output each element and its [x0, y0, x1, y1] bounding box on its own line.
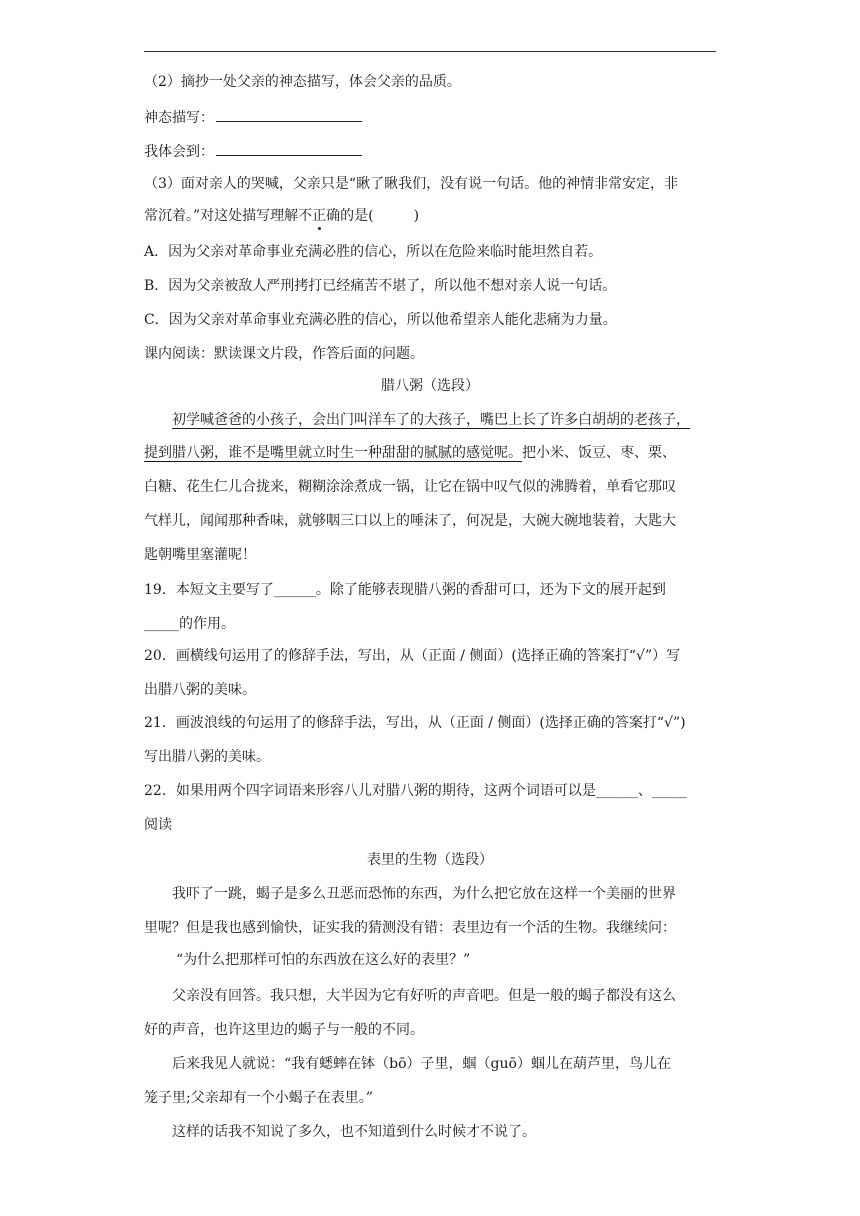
reading1-line-4: 气样儿，闻闻那种香味，就够咽三口以上的唾沫了，何况是，大碗大碗地装着，大匙大 — [144, 513, 676, 529]
reading2-title: 表里的生物（选段） — [367, 852, 493, 868]
q21-line-1: 21．画波浪线的句运用了的修辞手法，写出，从（正面 / 侧面）(选择正确的答案打“√”) — [144, 715, 686, 731]
q2-answer-line-1 — [144, 107, 362, 128]
reading1-line-3: 白糖、花生仁儿合拢来，糊糊涂涂煮成一锅，让它在锅中叹气似的沸腾着，单看它那叹 — [144, 479, 676, 495]
reading2-line-7: 笼子里;父亲却有一个小蝎子在表里。” — [144, 1090, 373, 1106]
q20-line-1: 20．画横线句运用了的修辞手法，写出，从（正面 / 侧面）(选择正确的答案打“√”）写 — [144, 648, 681, 664]
q19-line-2: _____的作用。 — [144, 616, 235, 632]
q22-line-1: 22．如果用两个四字词语来形容八儿对腊八粥的期待，这两个词语可以是______、_____ — [144, 783, 687, 799]
reading2-line-8: 这样的话我不知说了多久，也不知道到什么时候才不说了。 — [172, 1124, 536, 1140]
reading2-line-6: 后来我见人就说：“我有蟋蟀在钵（bō）子里，蝈（guō）蝈儿在葫芦里，鸟儿在 — [172, 1056, 671, 1072]
reading2-line-5: 好的声音，也许这里边的蝎子与一般的不同。 — [144, 1022, 424, 1038]
reading2-line-3: “为什么把那样可怕的东西放在这么好的表里？” — [176, 952, 471, 968]
reading2-line-2: 里呢？但是我也感到愉快，证实我的猜测没有错：表里边有一个活的生物。我继续问： — [144, 920, 676, 936]
q3-stem-line-1: （3）面对亲人的哭喊，父亲只是“瞅了瞅我们，没有说一句话。他的神情非常安定，非 — [144, 176, 679, 192]
reading2-line-4: 父亲没有回答。我只想，大半因为它有好听的声音吧。但是一般的蝎子都没有这么 — [172, 988, 676, 1004]
header-rule — [144, 51, 716, 52]
q3-option-a: A．因为父亲对革命事业充满必胜的信心，所以在危险来临时能坦然自若。 — [144, 244, 603, 260]
reading1-line-5: 匙朝嘴里塞灌呢！ — [144, 547, 256, 563]
q2-label-1: 神态描写： — [144, 110, 214, 126]
q3-option-b: B．因为父亲被敌人严刑拷打已经痛苦不堪了，所以他不想对亲人说一句话。 — [144, 278, 617, 294]
q2-prompt: （2）摘抄一处父亲的神态描写，体会父亲的品质。 — [144, 74, 461, 90]
dotted-emphasis: 不正确 — [298, 208, 341, 224]
answer-blank[interactable] — [216, 141, 362, 156]
q2-label-2: 我体会到： — [144, 144, 214, 160]
q22-line-2: 阅读 — [144, 817, 172, 833]
q19-line-1: 19．本短文主要写了______。除了能够表现腊八粥的香甜可口，还为下文的展开起到 — [144, 582, 666, 598]
reading1-line-2: 提到腊八粥，谁不是嘴里就立时生一种甜甜的腻腻的感觉呢。把小米、饭豆、枣、栗、 — [144, 445, 676, 461]
reading1-intro: 课内阅读：默读课文片段，作答后面的问题。 — [144, 346, 424, 362]
reading1-title: 腊八粥（选段） — [381, 378, 479, 394]
reading1-line-1: 初学喊爸爸的小孩子，会出门叫洋车了的大孩子，嘴巴上长了许多白胡胡的老孩子， — [172, 412, 690, 428]
reading2-line-1: 我吓了一跳，蝎子是多么丑恶而恐怖的东西，为什么把它放在这样一个美丽的世界 — [172, 886, 676, 902]
q2-answer-line-2 — [144, 141, 362, 162]
q20-line-2: 出腊八粥的美味。 — [144, 682, 256, 698]
answer-blank[interactable] — [216, 107, 362, 122]
q21-line-2: 写出腊八粥的美味。 — [144, 749, 270, 765]
q3-stem-line-2: 常沉着。”对这处描写理解不正确的是( ) — [144, 208, 420, 224]
q3-option-c: C．因为父亲对革命事业充满必胜的信心，所以他希望亲人能化悲痛为力量。 — [144, 312, 617, 328]
underlined-sentence: 提到腊八粥，谁不是嘴里就立时生一种甜甜的腻腻的感觉呢。 — [144, 445, 522, 461]
